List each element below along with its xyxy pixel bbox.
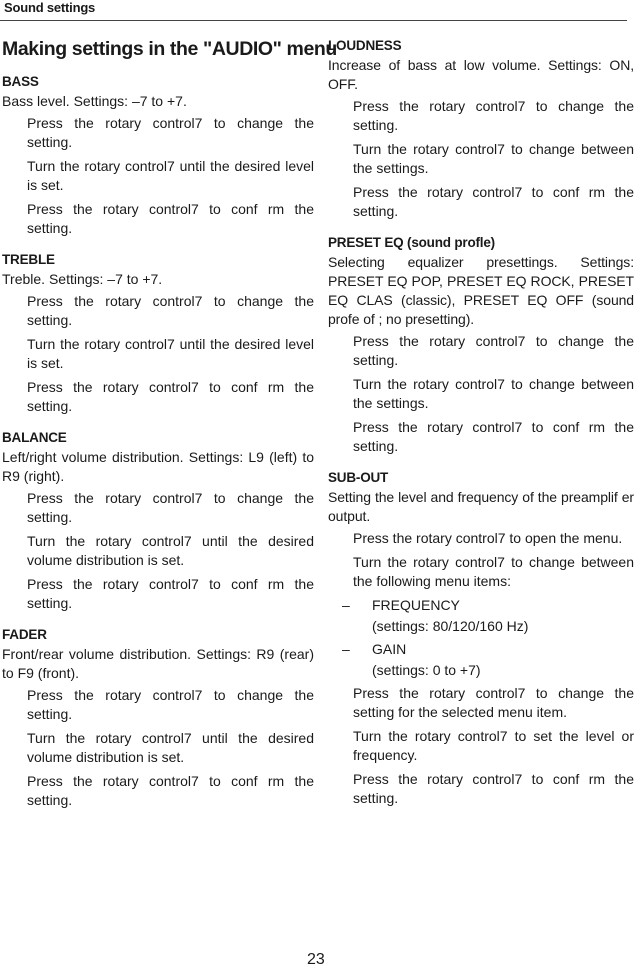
header-title: Sound settings: [4, 0, 96, 15]
bullet-label: FREQUENCY: [372, 597, 460, 613]
step: Press the rotary control7 to conf rm the setting.: [27, 576, 314, 611]
step: Press the rotary control7 to change the setting.: [27, 490, 314, 525]
section-description: Increase of bass at low volume. Settings: ON, OFF.: [328, 57, 634, 92]
step: Turn the rotary control7 to change between the following menu items:: [353, 554, 634, 589]
right-column: [328, 38, 634, 822]
section-description: Left/right volume distribution. Settings: L9 (left) to R9 (right).: [2, 449, 314, 484]
step: Press the rotary control7 to conf rm the setting.: [353, 419, 634, 454]
section-balance: [2, 430, 314, 613]
page-number: 23: [307, 951, 325, 968]
section-description: Selecting equalizer presettings. Settings: PRESET EQ POP, PRESET EQ ROCK, PRESET EQ CLAS (classic), PRESET EQ OFF (sound profe of ; no presetting).: [328, 254, 634, 327]
step: Turn the rotary control7 until the desired level is set.: [27, 336, 314, 371]
page-heading: Making settings in the "AUDIO" menu: [2, 38, 337, 60]
step: Press the rotary control7 to change the setting.: [27, 293, 314, 328]
bullet-item-gain: [328, 640, 634, 680]
section-preset-eq: [328, 235, 634, 456]
step: Press the rotary control7 to conf rm the setting.: [27, 379, 314, 414]
section-bass: [2, 74, 314, 238]
section-description: Treble. Settings: –7 to +7.: [2, 271, 163, 287]
section-fader: [2, 627, 314, 810]
step: Turn the rotary control7 until the desired volume distribution is set.: [27, 533, 314, 568]
section-title: BALANCE: [2, 430, 67, 445]
section-title: LOUDNESS: [328, 38, 402, 53]
step: Press the rotary control7 to change the setting.: [27, 687, 314, 722]
section-description: Setting the level and frequency of the preamplif er output.: [328, 489, 634, 524]
bullet-dash: –: [342, 597, 350, 613]
step: Press the rotary control7 to open the menu.: [353, 530, 623, 546]
section-description: Front/rear volume distribution. Settings: R9 (rear) to F9 (front).: [2, 646, 314, 681]
bullet-dash: –: [342, 641, 350, 657]
section-title: TREBLE: [2, 252, 55, 267]
left-column: [2, 38, 337, 824]
header-rule: [0, 20, 627, 21]
bullet-detail: (settings: 0 to +7): [372, 662, 481, 678]
section-sub-out: [328, 470, 634, 808]
step: Turn the rotary control7 to set the level or frequency.: [353, 728, 634, 763]
step: Turn the rotary control7 until the desired level is set.: [27, 158, 314, 193]
section-title: SUB-OUT: [328, 470, 389, 485]
step: Press the rotary control7 to change the setting.: [353, 333, 634, 368]
step: Press the rotary control7 to change the setting.: [353, 98, 634, 133]
step: Press the rotary control7 to change the setting for the selected menu item.: [353, 685, 634, 720]
step: Press the rotary control7 to conf rm the setting.: [353, 184, 634, 219]
step: Press the rotary control7 to conf rm the setting.: [27, 773, 314, 808]
section-title: BASS: [2, 74, 39, 89]
step: Press the rotary control7 to change the setting.: [27, 115, 314, 150]
bullet-item-frequency: [328, 596, 634, 636]
section-description: Bass level. Settings: –7 to +7.: [2, 93, 187, 109]
section-loudness: [328, 38, 634, 221]
step: Press the rotary control7 to conf rm the setting.: [353, 771, 634, 806]
bullet-detail: (settings: 80/120/160 Hz): [372, 618, 529, 634]
step: Turn the rotary control7 to change between the settings.: [353, 376, 634, 411]
section-title: FADER: [2, 627, 47, 642]
section-title: PRESET EQ (sound profle): [328, 235, 495, 250]
bullet-label: GAIN: [372, 641, 407, 657]
step: Press the rotary control7 to conf rm the setting.: [27, 201, 314, 236]
step: Turn the rotary control7 to change between the settings.: [353, 141, 634, 176]
step: Turn the rotary control7 until the desired volume distribution is set.: [27, 730, 314, 765]
section-treble: [2, 252, 314, 416]
